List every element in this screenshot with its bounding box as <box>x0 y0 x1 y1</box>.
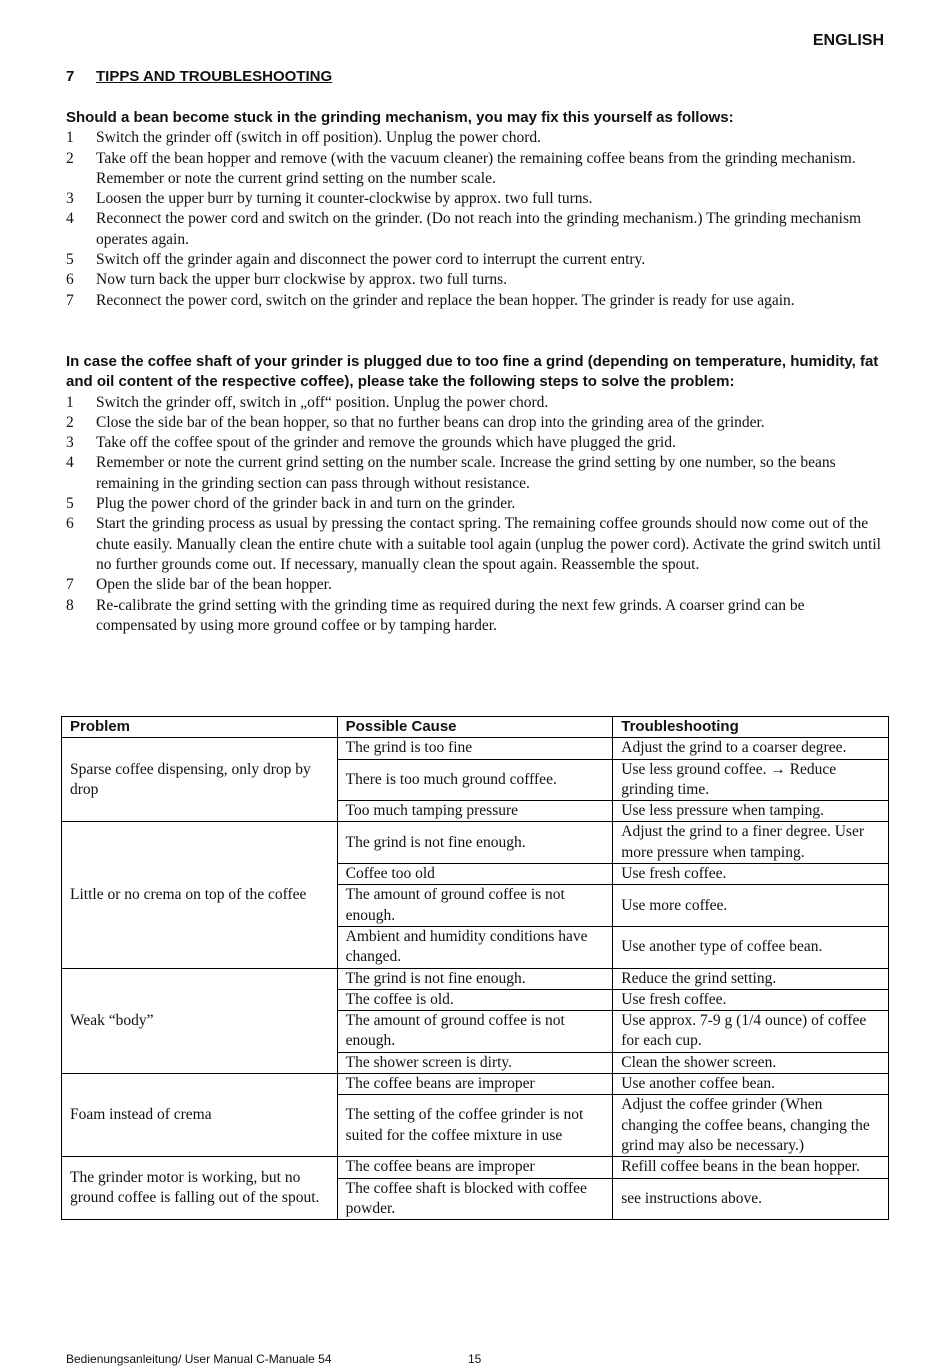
cause-cell: The coffee shaft is blocked with coffee powder. <box>337 1178 613 1220</box>
cause-cell: The coffee beans are improper <box>337 1074 613 1095</box>
cause-cell: The grind is too fine <box>337 738 613 759</box>
bean-stuck-block <box>66 108 886 311</box>
step-text: Reconnect the power cord and switch on the grinder. (Do not reach into the grinding mechanism.) The grinding mechanism operates again. <box>96 210 862 248</box>
fix-cell: Adjust the coffee grinder (When changing the coffee beans, changing the grind may also be necessary.) <box>613 1095 889 1157</box>
shaft-plugged-heading: In case the coffee shaft of your grinder is plugged due to too fine a grind (depending on temperature, humidity, fat and oil content of the respective coffee), please take the following steps to solve the problem: <box>66 353 879 391</box>
fix-cell: Use less pressure when tamping. <box>613 801 889 822</box>
table-row <box>62 822 889 864</box>
troubleshooting-table <box>61 716 889 1220</box>
step-number: 7 <box>66 576 74 594</box>
step-item <box>66 209 886 250</box>
step-item <box>66 149 886 190</box>
fix-cell: Use more coffee. <box>613 885 889 927</box>
step-item <box>66 514 886 575</box>
bean-stuck-heading: Should a bean become stuck in the grinding mechanism, you may fix this yourself as follows: <box>66 109 734 126</box>
table-body <box>62 738 889 1220</box>
header-cause: Possible Cause <box>337 717 613 738</box>
step-text: Start the grinding process as usual by pressing the contact spring. The remaining coffee grounds should now come out of the chute easily. Manually clean the entire chute with a suitable tool again (unplug the power cord). Activate the grind switch until no further grounds come out. If necessary, manually clean the spout again. Reassemble the spout. <box>96 515 881 573</box>
table-row <box>62 738 889 759</box>
step-text: Reconnect the power cord, switch on the grinder and replace the bean hopper. The grinder is ready for use again. <box>96 291 795 309</box>
step-text: Re-calibrate the grind setting with the grinding time as required during the next few grinds. A coarser grind can be compensated by using more ground coffee or by tamping harder. <box>96 596 805 634</box>
step-item <box>66 128 886 148</box>
fix-cell: Use approx. 7-9 g (1/4 ounce) of coffee for each cup. <box>613 1011 889 1053</box>
step-number: 3 <box>66 434 74 452</box>
step-number: 1 <box>66 393 74 411</box>
fix-cell: Adjust the grind to a finer degree. User more pressure when tamping. <box>613 822 889 864</box>
fix-cell: Use fresh coffee. <box>613 989 889 1010</box>
step-item <box>66 291 886 311</box>
step-item <box>66 413 886 433</box>
bean-stuck-steps <box>66 128 886 311</box>
cause-cell: Coffee too old <box>337 864 613 885</box>
problem-cell: Sparse coffee dispensing, only drop by drop <box>62 738 338 822</box>
shaft-plugged-steps <box>66 393 886 637</box>
step-number: 5 <box>66 251 74 269</box>
fix-cell: Adjust the grind to a coarser degree. <box>613 738 889 759</box>
step-item <box>66 250 886 270</box>
cause-cell: The amount of ground coffee is not enough. <box>337 1011 613 1053</box>
table-row <box>62 1157 889 1178</box>
section-number: 7 <box>66 68 75 85</box>
step-number: 4 <box>66 210 74 228</box>
step-number: 2 <box>66 413 74 431</box>
step-number: 4 <box>66 454 74 472</box>
step-number: 6 <box>66 271 74 289</box>
step-text: Close the side bar of the bean hopper, so that no further beans can drop into the grinding area of the grinder. <box>96 413 765 431</box>
footer-text: Bedienungsanleitung/ User Manual C-Manuale 54 <box>66 1352 332 1366</box>
cause-cell: The grind is not fine enough. <box>337 822 613 864</box>
step-text: Plug the power chord of the grinder back in and turn on the grinder. <box>96 495 516 513</box>
step-text: Open the slide bar of the bean hopper. <box>96 576 332 594</box>
fix-cell: Use fresh coffee. <box>613 864 889 885</box>
header-problem: Problem <box>62 717 338 738</box>
cause-cell: There is too much ground cofffee. <box>337 759 613 801</box>
language-label: ENGLISH <box>812 32 884 49</box>
problem-cell: Weak “body” <box>62 968 338 1073</box>
step-text: Switch the grinder off (switch in off position). Unplug the power chord. <box>96 129 541 147</box>
step-item <box>66 393 886 413</box>
step-number: 6 <box>66 515 74 533</box>
step-item <box>66 453 886 494</box>
cause-cell: The coffee is old. <box>337 989 613 1010</box>
table-row <box>62 968 889 989</box>
problem-cell: The grinder motor is working, but no ground coffee is falling out of the spout. <box>62 1157 338 1220</box>
cause-cell: Ambient and humidity conditions have changed. <box>337 926 613 968</box>
section-title-text: TIPPS AND TROUBLESHOOTING <box>96 68 333 85</box>
fix-cell: Reduce the grind setting. <box>613 968 889 989</box>
step-text: Switch off the grinder again and disconnect the power cord to interrupt the current entry. <box>96 251 646 269</box>
step-text: Take off the bean hopper and remove (with the vacuum cleaner) the remaining coffee beans from the grinding mechanism. Remember or note the current grind setting on the number scale. <box>96 149 856 187</box>
step-item <box>66 596 886 637</box>
shaft-plugged-block <box>66 352 886 636</box>
cause-cell: The amount of ground coffee is not enough. <box>337 885 613 927</box>
cause-cell: The coffee beans are improper <box>337 1157 613 1178</box>
step-item <box>66 433 886 453</box>
fix-cell: Clean the shower screen. <box>613 1052 889 1073</box>
step-item <box>66 189 886 209</box>
step-text: Remember or note the current grind setting on the number scale. Increase the grind setting by one number, so the beans remaining in the grinding section can pass through without resistance. <box>96 454 836 492</box>
fix-cell: Use less ground coffee. → Reduce grinding time. <box>613 759 889 801</box>
step-number: 1 <box>66 129 74 147</box>
step-number: 3 <box>66 190 74 208</box>
section-title <box>66 68 332 85</box>
step-number: 5 <box>66 495 74 513</box>
table-row <box>62 1074 889 1095</box>
fix-cell: see instructions above. <box>613 1178 889 1220</box>
fix-cell: Use another type of coffee bean. <box>613 926 889 968</box>
step-item <box>66 575 886 595</box>
step-number: 2 <box>66 149 74 167</box>
table-header-row <box>62 717 889 738</box>
fix-cell: Use another coffee bean. <box>613 1074 889 1095</box>
page-number: 15 <box>468 1352 482 1366</box>
step-text: Now turn back the upper burr clockwise by approx. two full turns. <box>96 271 508 289</box>
cause-cell: The shower screen is dirty. <box>337 1052 613 1073</box>
step-text: Loosen the upper burr by turning it counter-clockwise by approx. two full turns. <box>96 190 593 208</box>
step-number: 7 <box>66 291 74 309</box>
step-item <box>66 270 886 290</box>
step-number: 8 <box>66 596 74 614</box>
problem-cell: Little or no crema on top of the coffee <box>62 822 338 968</box>
fix-cell: Refill coffee beans in the bean hopper. <box>613 1157 889 1178</box>
step-text: Switch the grinder off, switch in „off“ position. Unplug the power chord. <box>96 393 549 411</box>
cause-cell: Too much tamping pressure <box>337 801 613 822</box>
problem-cell: Foam instead of crema <box>62 1074 338 1157</box>
step-text: Take off the coffee spout of the grinder and remove the grounds which have plugged the grid. <box>96 434 676 452</box>
step-item <box>66 494 886 514</box>
cause-cell: The setting of the coffee grinder is not suited for the coffee mixture in use <box>337 1095 613 1157</box>
cause-cell: The grind is not fine enough. <box>337 968 613 989</box>
header-troubleshooting: Troubleshooting <box>613 717 889 738</box>
